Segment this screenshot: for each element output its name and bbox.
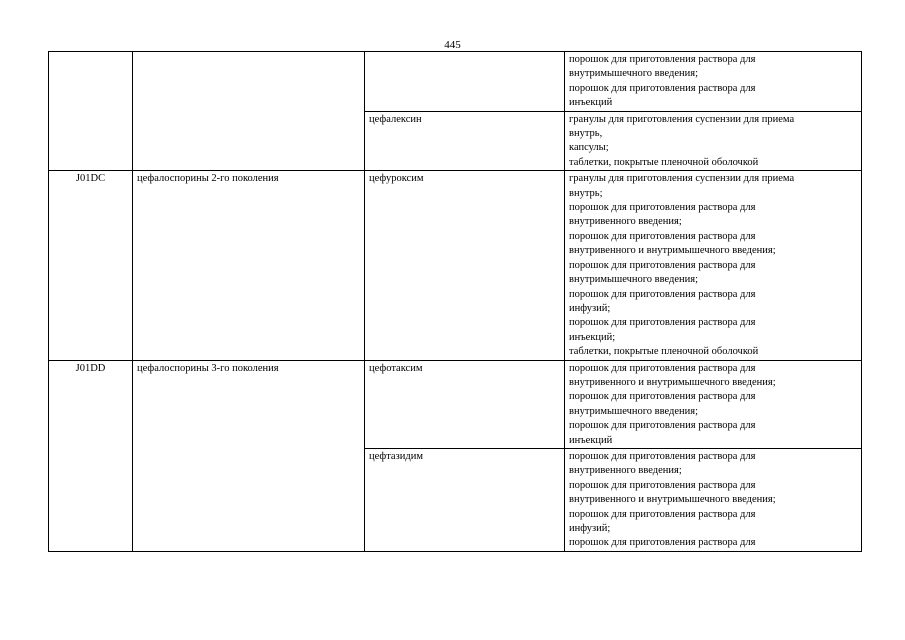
atc-group-cell: цефалоспорины 2-го поколения	[133, 171, 365, 360]
dosage-form-line: порошок для приготовления раствора для	[569, 317, 756, 329]
dosage-form-line: внутривенного и внутримышечного введения;	[569, 376, 776, 388]
dosage-form-line: порошок для приготовления раствора для	[569, 259, 756, 271]
dosage-form-line: порошок для приготовления раствора для	[569, 420, 756, 432]
atc-code-cell: J01DC	[49, 171, 133, 360]
dosage-form-line: порошок для приготовления раствора для	[569, 230, 756, 242]
atc-group-cell	[133, 52, 365, 171]
atc-code-cell	[49, 52, 133, 171]
dosage-form-line: порошок для приготовления раствора для	[569, 537, 756, 549]
dosage-form-line: гранулы для приготовления суспензии для приема	[569, 173, 795, 185]
dosage-form-line: внутрь;	[569, 187, 603, 199]
dosage-form-line: внутривенного введения;	[569, 216, 682, 228]
page-number: 445	[444, 39, 461, 51]
drug-name-cell: цефалексин	[365, 111, 565, 171]
table-row	[49, 360, 862, 448]
dosage-forms-cell	[565, 111, 862, 171]
dosage-form-line: порошок для приготовления раствора для	[569, 362, 756, 374]
dosage-form-line: инфузий;	[569, 523, 611, 534]
dosage-forms-cell	[565, 52, 862, 112]
drug-table-body	[49, 52, 862, 552]
dosage-form-line: внутримышечного введения;	[569, 405, 699, 417]
table-row	[49, 52, 862, 112]
atc-group-cell: цефалоспорины 3-го поколения	[133, 360, 365, 551]
dosage-form-line: инъекций	[569, 434, 613, 446]
dosage-form-line: порошок для приготовления раствора для	[569, 288, 756, 300]
dosage-form-line: порошок для приготовления раствора для	[569, 82, 756, 94]
drug-name-cell: цефтазидим	[365, 448, 565, 551]
dosage-form-line: внутривенного и внутримышечного введения;	[569, 245, 776, 257]
dosage-form-line: порошок для приготовления раствора для	[569, 54, 756, 65]
dosage-form-line: внутримышечного введения;	[569, 68, 699, 80]
drug-name-cell	[365, 52, 565, 112]
dosage-form-line: инъекций	[569, 97, 613, 109]
drug-table	[48, 51, 862, 552]
drug-name-cell: цефуроксим	[365, 171, 565, 360]
dosage-form-line: таблетки, покрытые пленочной оболочкой	[569, 346, 759, 358]
dosage-form-line: инъекций;	[569, 331, 616, 343]
dosage-form-line: инфузий;	[569, 302, 611, 314]
dosage-form-line: внутрь,	[569, 128, 603, 140]
dosage-form-line: таблетки, покрытые пленочной оболочкой	[569, 156, 759, 168]
dosage-form-line: гранулы для приготовления суспензии для приема	[569, 113, 795, 125]
dosage-form-line: капсулы;	[569, 142, 609, 154]
atc-code-cell: J01DD	[49, 360, 133, 551]
dosage-form-line: внутривенного и внутримышечного введения;	[569, 494, 776, 506]
dosage-forms-cell	[565, 448, 862, 551]
dosage-form-line: порошок для приготовления раствора для	[569, 202, 756, 214]
table-row	[49, 171, 862, 360]
drug-name-cell: цефотаксим	[365, 360, 565, 448]
dosage-forms-cell	[565, 360, 862, 448]
dosage-form-line: порошок для приготовления раствора для	[569, 479, 756, 491]
dosage-form-line: внутримышечного введения;	[569, 274, 699, 286]
dosage-forms-cell	[565, 171, 862, 360]
dosage-form-line: порошок для приготовления раствора для	[569, 450, 756, 462]
dosage-form-line: внутривенного введения;	[569, 465, 682, 477]
dosage-form-line: порошок для приготовления раствора для	[569, 508, 756, 520]
dosage-form-line: порошок для приготовления раствора для	[569, 391, 756, 403]
